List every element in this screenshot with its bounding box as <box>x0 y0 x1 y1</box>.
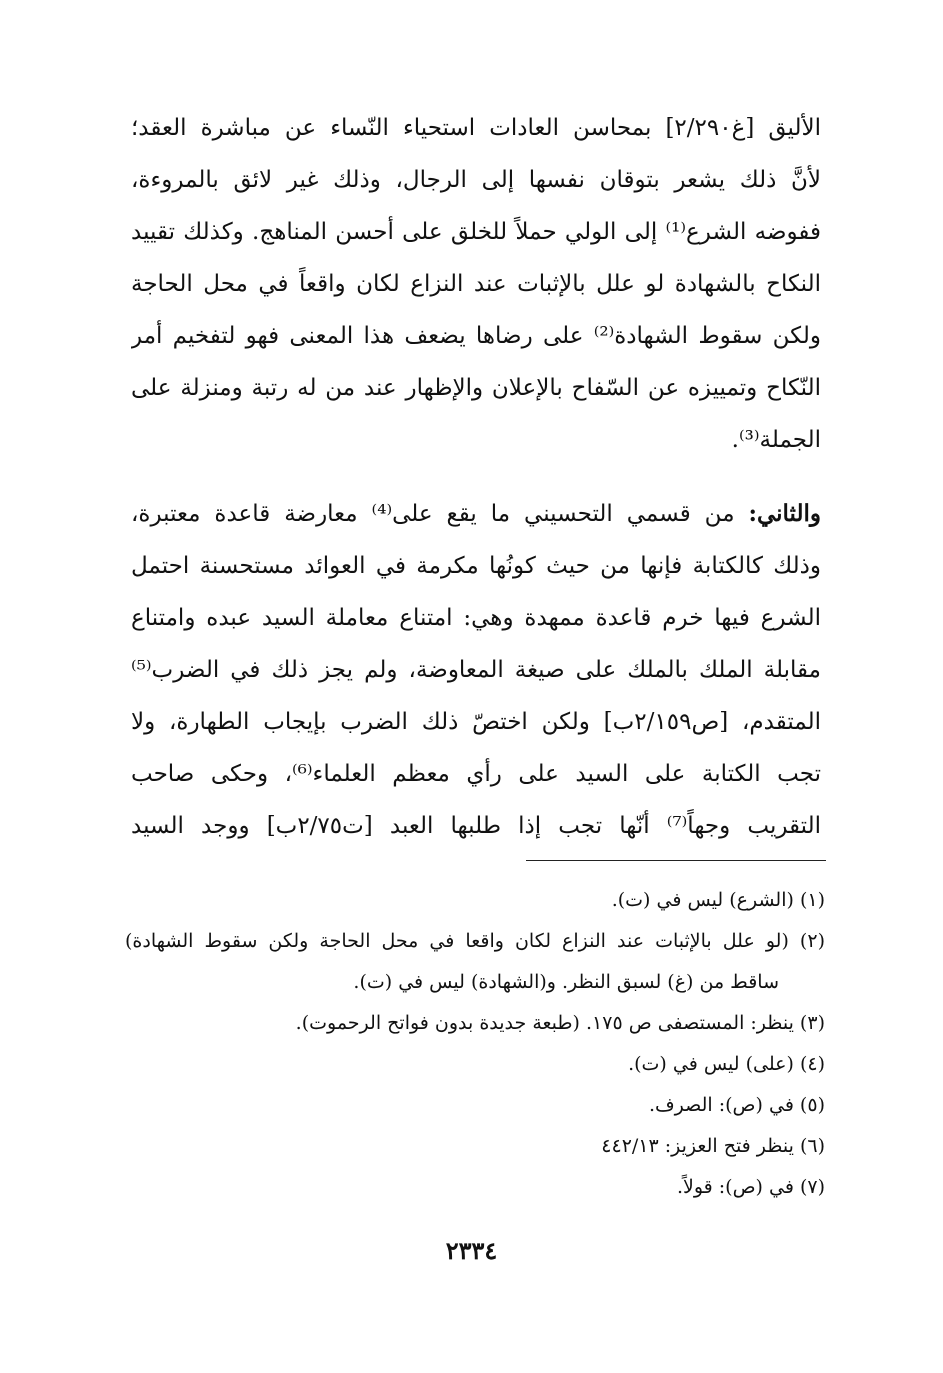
text-line: تجب الكتابة على السيد على رأي معظم العلماء⁽⁶⁾، وحكى صاحب <box>131 761 821 787</box>
footnote: (٧) في (ص): قولاً. <box>676 1176 825 1198</box>
text-line: لأنَّ ذلك يشعر بتوقان نفسها إلى الرجال، وذلك غير لائق بالمروءة، <box>131 167 821 193</box>
text-line: ولكن سقوط الشهادة⁽²⁾ على رضاها يضعف هذا المعنى فهو لتفخيم أمر <box>131 323 821 349</box>
text-line: الأليق [غ٢/٢٩٠] بمحاسن العادات استحياء النّساء عن مباشرة العقد؛ <box>131 115 821 141</box>
footnotes <box>125 880 825 1208</box>
page-number: ٢٣٣٤ <box>445 1236 498 1265</box>
main-text <box>131 102 821 852</box>
paragraph-gap <box>131 466 821 488</box>
text-line <box>131 488 821 540</box>
text-line-rest: من قسمي التحسيني ما يقع على⁽⁴⁾ معارضة قاعدة معتبرة، <box>131 501 735 527</box>
text-line: وذلك كالكتابة فإنها من حيث كونُها مكرمة في العوائد مستحسنة احتمل <box>131 553 821 579</box>
footnote-continuation: ساقط من (غ) لسبق النظر. و(الشهادة) ليس في (ت). <box>353 971 779 993</box>
text-line: ففوضه الشرع⁽¹⁾ إلى الولي حملاً للخلق على أحسن المناهج. وكذلك تقييد <box>131 219 821 245</box>
footnote: (١) (الشرع) ليس في (ت). <box>611 889 825 911</box>
footnote: (٤) (على) ليس في (ت). <box>628 1053 825 1075</box>
footnote: (٣) ينظر: المستصفى ص ١٧٥. (طبعة جديدة بدون فواتح الرحموت). <box>295 1012 825 1034</box>
footnote: (٦) ينظر فتح العزيز: ٤٤٢/١٣ <box>601 1135 825 1157</box>
text-line: النّكاح وتمييزه عن السّفاح بالإعلان والإظهار عند من له رتبة ومنزلة على <box>131 375 821 401</box>
text-line: الجملة⁽³⁾. <box>731 427 821 453</box>
text-line: النكاح بالشهادة لو علل بالإثبات عند النزاع لكان واقعاً في محل الحاجة <box>131 271 821 297</box>
text-line: الشرع فيها خرم قاعدة ممهدة وهي: امتناع معاملة السيد عبده وامتناع <box>131 605 821 631</box>
footnote: (٢) (لو علل بالإثبات عند النزاع لكان واقعا في محل الحاجة ولكن سقوط الشهادة) <box>125 930 825 952</box>
footnote: (٥) في (ص): الصرف. <box>648 1094 825 1116</box>
text-line: التقريب وجهاً⁽⁷⁾ أنّها تجب إذا طلبها العبد [ت٢/٧٥ب] ووجد السيد <box>131 813 821 839</box>
footnote-separator <box>526 860 826 861</box>
paragraph-lead: والثاني: <box>748 500 821 527</box>
text-line: المتقدم، [ص٢/١٥٩ب] ولكن اختصّ ذلك الضرب بإيجاب الطهارة، ولا <box>131 709 821 735</box>
text-line: مقابلة الملك بالملك على صيغة المعاوضة، ولم يجز ذلك في الضرب⁽⁵⁾ <box>131 657 821 683</box>
